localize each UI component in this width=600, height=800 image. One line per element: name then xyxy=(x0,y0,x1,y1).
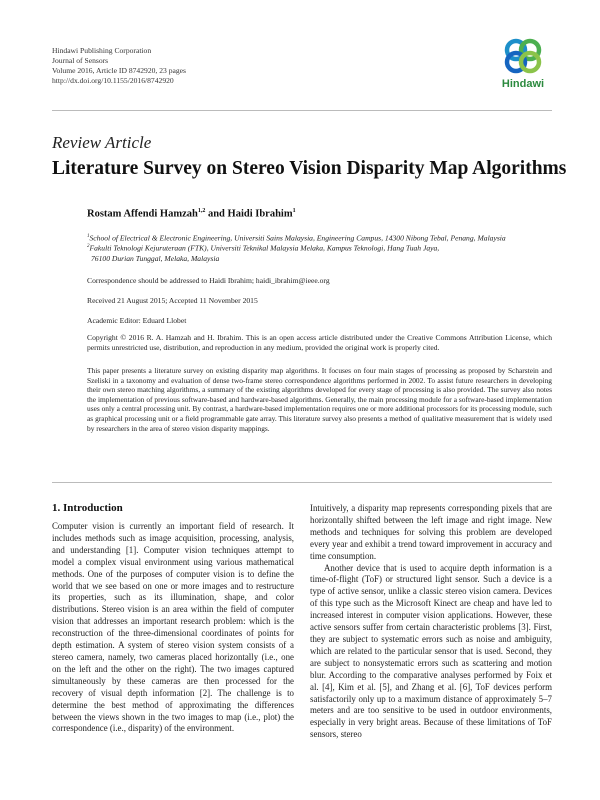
affiliation-text: School of Electrical & Electronic Engineering, Universiti Sains Malaysia, Engineering Campus, 14300 Nibong Tebal, Penang, Malaysia xyxy=(89,233,506,243)
body-column-left xyxy=(52,521,294,735)
journal-name: Journal of Sensors xyxy=(52,56,109,65)
affiliation-2 xyxy=(87,242,552,264)
header-divider xyxy=(52,110,552,111)
abstract: This paper presents a literature survey on existing disparity map algorithms. It focuses on four main stages of processing as proposed by Scharstein and Szeliski in a taxonomy and evaluation of dense two-frame stereo correspondence algorithms performed in 2002. To assist future researchers in developing their own stereo matching algorithms, a summary of the existing algorithms developed for every stage of processing is also provided. The survey also notes the implementation of previous software-based and hardware-based algorithms. Generally, the main processing module for a software-based implementation uses only a central processing unit. By contrast, a hardware-based implementation requires one or more additional processors for its processing module, such as graphical processing unit or a field programmable gate array. This literature survey also presents a method of qualitative measurement that is widely used by researchers in the area of stereo vision disparity mappings. xyxy=(87,366,552,433)
article-title: Literature Survey on Stereo Vision Disparity Map Algorithms xyxy=(52,158,567,179)
affiliation-mark: 2 xyxy=(87,244,90,249)
author-affiliation-mark: 1,2 xyxy=(197,208,206,214)
author-list xyxy=(87,208,296,220)
paragraph: Computer vision is currently an important field of research. It includes methods such as image acquisition, processing, analysis, and understanding [1]. Computer vision techniques attempt to model a complex visual environment using various mathematical methods. One of the purposes of computer vision is to define the world that we see based on one or more images and to restructure its properties, such as its illumination, shape, and color distributions. Stereo vision is an area within the field of computer vision that addresses an important research problem: which is the reconstruction of the three-dimensional coordinates of points for depth estimation. A system of stereo vision system consists of a stereo camera, namely, two cameras placed horizontally (i.e., one on the left and the other on the right). The two images captured simultaneously by these cameras are then processed for the recovery of visual depth information [2]. The challenge is to determine the best method of approximating the differences between the views shown in the two images to map (i.e., plot) the correspondence (i.e., disparity) of the environment. xyxy=(52,521,294,734)
copyright-notice: Copyright © 2016 R. A. Hamzah and H. Ibrahim. This is an open access article distributed under the Creative Commons Attribution License, which permits unrestricted use, distribution, and reproduction in any medium, provided the original work is properly cited. xyxy=(87,333,552,352)
received-dates: Received 21 August 2015; Accepted 11 November 2015 xyxy=(87,296,258,305)
affiliation-text: Fakulti Teknologi Kejuruteraan (FTK), Universiti Teknikal Malaysia Melaka, Kampus Teknologi, Hang Tuah Jaya, xyxy=(89,243,440,253)
author-conjunction: and xyxy=(205,208,228,220)
hindawi-logo xyxy=(497,36,549,90)
publisher-name: Hindawi Publishing Corporation xyxy=(52,46,152,55)
paragraph: Intuitively, a disparity map represents corresponding pixels that are horizontally shifted between the left image and right image. New methods and techniques for solving this problem are developed every year and exhibit a trend toward improvement in accuracy and time consumption. xyxy=(310,503,552,561)
doi-link[interactable]: http://dx.doi.org/10.1155/2016/8742920 xyxy=(52,76,174,85)
author-affiliation-mark: 1 xyxy=(292,208,296,214)
affiliation-text: 76100 Durian Tunggal, Melaka, Malaysia xyxy=(91,253,220,263)
correspondence: Correspondence should be addressed to Haidi Ibrahim; haidi_ibrahim@ieee.org xyxy=(87,276,330,285)
author-name: Haidi Ibrahim xyxy=(227,208,293,220)
academic-editor: Academic Editor: Eduard Llobet xyxy=(87,316,187,325)
abstract-divider xyxy=(52,482,552,483)
section-heading: 1. Introduction xyxy=(52,502,123,514)
hindawi-rings-icon xyxy=(501,36,545,76)
paragraph: Another device that is used to acquire depth information is a time-of-flight (ToF) or structured light sensor. Such a device is a type of active sensor, unlike a classic stereo vision camera. Devices of this type such as the Microsoft Kinect are cheap and have led to increased interest in computer vision applications. However, these active sensors suffer from certain characteristic problems [3]. First, they are subject to systematic errors such as noise and ambiguity, which are related to the particular sensor that is used. Second, they are subject to nonsystematic errors such as scattering and motion blur. According to the comparative analyses performed by Foix et al. [4], Kim et al. [5], and Zhang et al. [6], ToF devices perform satisfactorily only up to a maximum distance of approximately 5–7 meters and are too sensitive to be used in outdoor environments, especially in very bright areas. Because of these limitations of ToF sensors, stereo xyxy=(310,562,552,740)
affiliation-mark: 1 xyxy=(87,234,90,239)
volume-info: Volume 2016, Article ID 8742920, 23 pages xyxy=(52,66,186,75)
author-name: Rostam Affendi Hamzah xyxy=(87,208,198,220)
journal-header xyxy=(52,46,186,86)
logo-text: Hindawi xyxy=(501,78,545,90)
body-column-right xyxy=(310,503,552,741)
article-type: Review Article xyxy=(52,133,152,152)
